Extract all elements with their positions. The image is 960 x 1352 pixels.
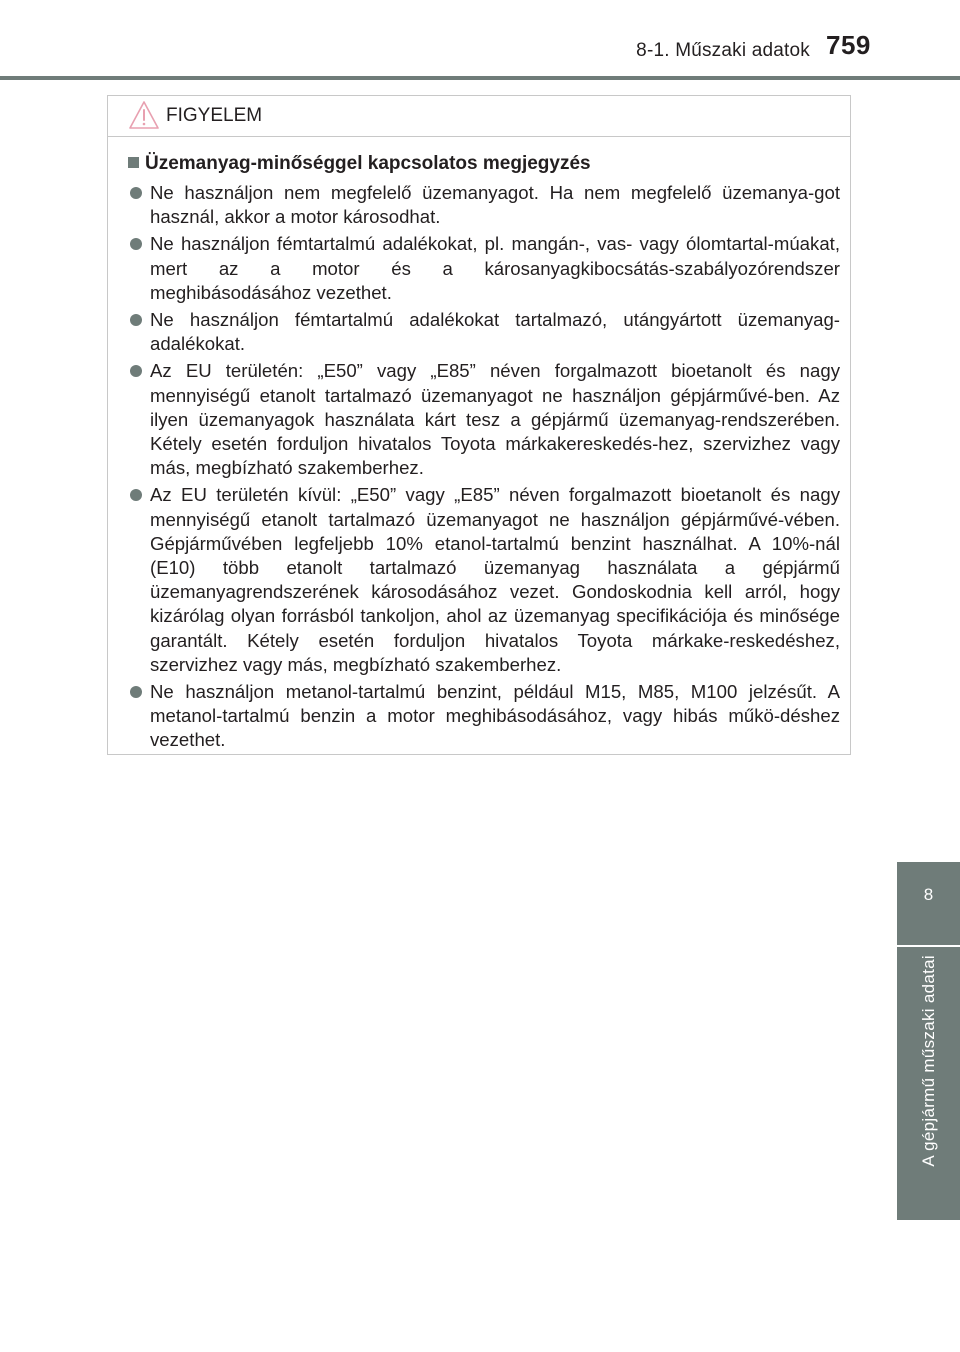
bullet-icon: [130, 187, 142, 199]
chapter-number-tab: 8: [897, 862, 960, 945]
bullet-icon: [130, 489, 142, 501]
list-item: Ne használjon nem megfelelő üzemanyagot. Ha nem megfelelő üzemanya-got használ, akkor a motor károsodhat.: [128, 181, 840, 229]
section-title-text: Üzemanyag-minőséggel kapcsolatos megjegyzés: [145, 153, 591, 174]
section-title: [128, 153, 591, 175]
warning-label: FIGYELEM: [166, 105, 263, 126]
header-rule: [0, 76, 960, 80]
bullet-icon: [130, 238, 142, 250]
bullet-icon: [130, 686, 142, 698]
list-item: Az EU területén: „E50” vagy „E85” néven forgalmazott bioetanolt és nagy mennyiségű etanolt tartalmazó üzemanyagot ne használjon gépjárművé-ben. Az ilyen üzemanyagok használata kárt tesz a gépjármű üzemanyag-rendszerében. Kétely esetén forduljon hivatalos Toyota márkakereskedés-hez, szervizhez vagy más, megbízható szakemberhez.: [128, 359, 840, 480]
chapter-title: A gépjármű műszaki adatai: [918, 955, 938, 1167]
bullet-icon: [130, 365, 142, 377]
warning-box: [107, 95, 851, 755]
list-item: Ne használjon fémtartalmú adalékokat, pl. mangán-, vas- vagy ólomtartal-múakat, mert az a motor és a károsanyagkibocsátás-szabályozórendszer meghibásodásához vezethet.: [128, 232, 840, 305]
list-item: Az EU területén kívül: „E50” vagy „E85” néven forgalmazott bioetanolt és nagy mennyiségű etanolt tartalmazó üzemanyagot ne használjon gépjárművé-vében. Gépjárművében legfeljebb 10% etanol-tartalmú benzint használhat. A 10%-nál (E10) több etanolt tartalmazó üzemanyag használata a gépjármű üzemanyagrendszerének károsodásához vezet. Gondoskodnia kell arról, hogy kizárólag olyan forrásból tankoljon, ahol az üzemanyag specifikációja és minősége garantált. Kétely esetén forduljon hivatalos Toyota márkake-reskedéshez, szervizhez vagy más, megbízható szakemberhez.: [128, 483, 840, 677]
page-number: 759: [826, 30, 871, 60]
warning-header: [108, 96, 850, 137]
warning-triangle-icon: [128, 100, 160, 130]
warning-list: [128, 181, 840, 756]
list-item: Ne használjon fémtartalmú adalékokat tartalmazó, utángyártott üzemanyag-adalékokat.: [128, 308, 840, 356]
section-header: 8-1. Műszaki adatok: [636, 40, 810, 61]
bullet-icon: [130, 314, 142, 326]
square-bullet-icon: [128, 157, 139, 168]
list-item: Ne használjon metanol-tartalmú benzint, például M15, M85, M100 jelzésűt. A metanol-tartalmú benzin a motor meghibásodásához, vagy hibás műkö-déshez vezethet.: [128, 680, 840, 753]
chapter-title-tab: [897, 947, 960, 1220]
